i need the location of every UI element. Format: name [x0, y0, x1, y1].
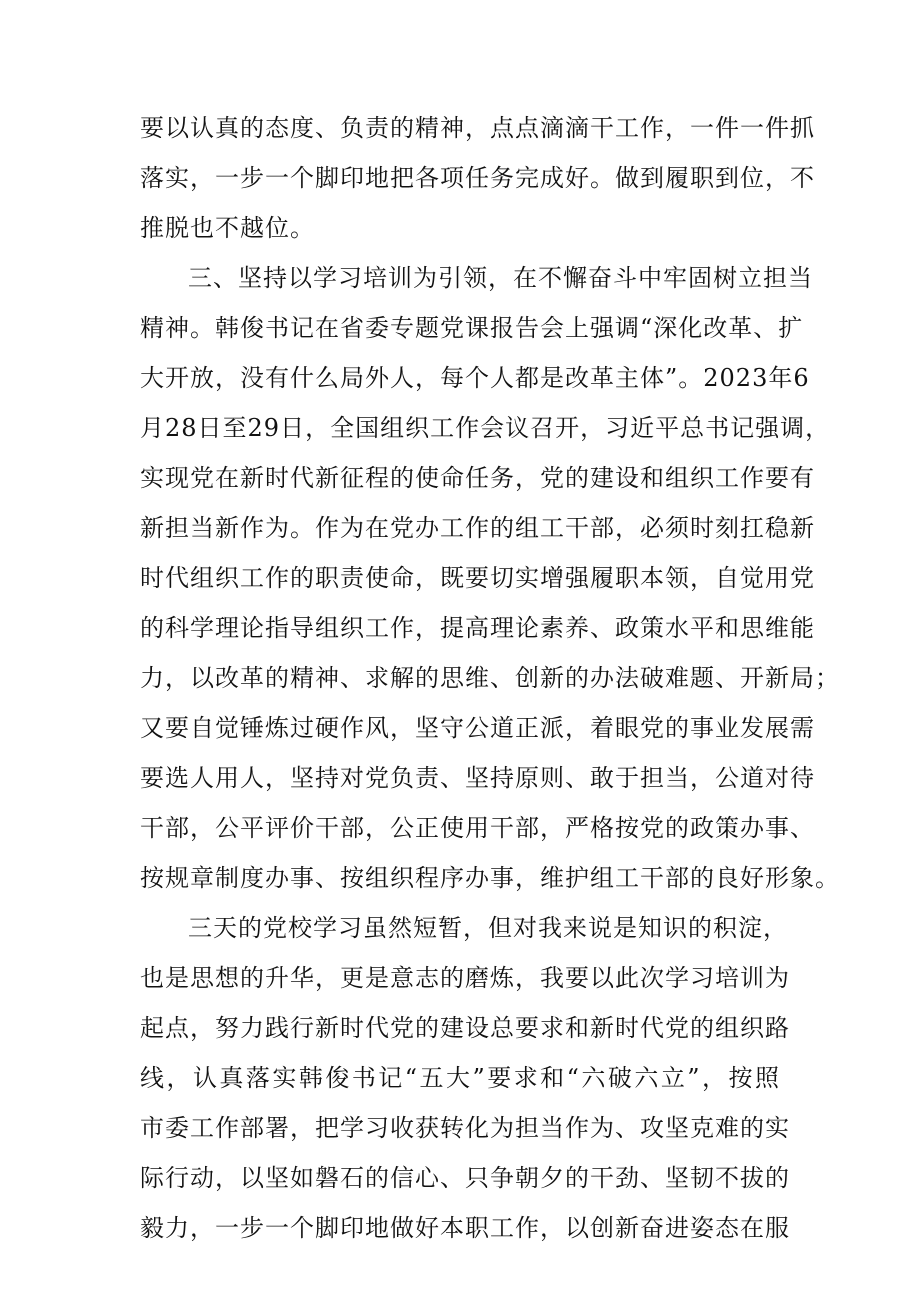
text-line: 要以认真的态度、负责的精神，点点滴滴干工作，一件一件抓: [140, 114, 815, 142]
text-line: 新担当新作为。作为在党办工作的组工干部，必须时刻扛稳新: [140, 514, 815, 542]
text-line: 也是思想的升华，更是意志的磨炼，我要以此次学习培训为: [140, 964, 790, 992]
text-line: 推脱也不越位。: [140, 214, 315, 242]
text-line: 按规章制度办事、按组织程序办事，维护组工干部的良好形象。: [140, 864, 840, 892]
text-line: 市委工作部署，把学习收获转化为担当作为、攻坚克难的实: [140, 1114, 790, 1142]
text-line: 大开放，没有什么局外人，每个人都是改革主体”。2023年6: [140, 364, 810, 392]
text-line: 月28日至29日，全国组织工作会议召开，习近平总书记强调，: [140, 414, 831, 442]
section-heading-line: 三、坚持以学习培训为引领，在不懈奋斗中牢固树立担当: [188, 264, 813, 292]
text-line: 起点，努力践行新时代党的建设总要求和新时代党的组织路: [140, 1014, 790, 1042]
text-line: 线，认真落实韩俊书记“五大”要求和“六破六立”，按照: [140, 1064, 780, 1092]
text-line: 精神。韩俊书记在省委专题党课报告会上强调“深化改革、扩: [140, 314, 804, 342]
text-line: 要选人用人，坚持对党负责、坚持原则、敢于担当，公道对待: [140, 764, 815, 792]
text-line: 力，以改革的精神、求解的思维、创新的办法破难题、开新局；: [140, 664, 840, 692]
text-line: 际行动，以坚如磐石的信心、只争朝夕的干劲、坚韧不拔的: [140, 1164, 790, 1192]
text-line: 干部，公平评价干部，公正使用干部，严格按党的政策办事、: [140, 814, 815, 842]
text-line: 时代组织工作的职责使命，既要切实增强履职本领，自觉用党: [140, 564, 815, 592]
text-line: 又要自觉锤炼过硬作风，坚守公道正派，着眼党的事业发展需: [140, 714, 815, 742]
text-line: 落实，一步一个脚印地把各项任务完成好。做到履职到位，不: [140, 164, 815, 192]
text-line: 的科学理论指导组织工作，提高理论素养、政策水平和思维能: [140, 614, 815, 642]
text-line: 实现党在新时代新征程的使命任务，党的建设和组织工作要有: [140, 464, 815, 492]
paragraph-first-line: 三天的党校学习虽然短暂，但对我来说是知识的积淀，: [188, 914, 788, 942]
text-line: 毅力，一步一个脚印地做好本职工作，以创新奋进姿态在服: [140, 1214, 790, 1242]
